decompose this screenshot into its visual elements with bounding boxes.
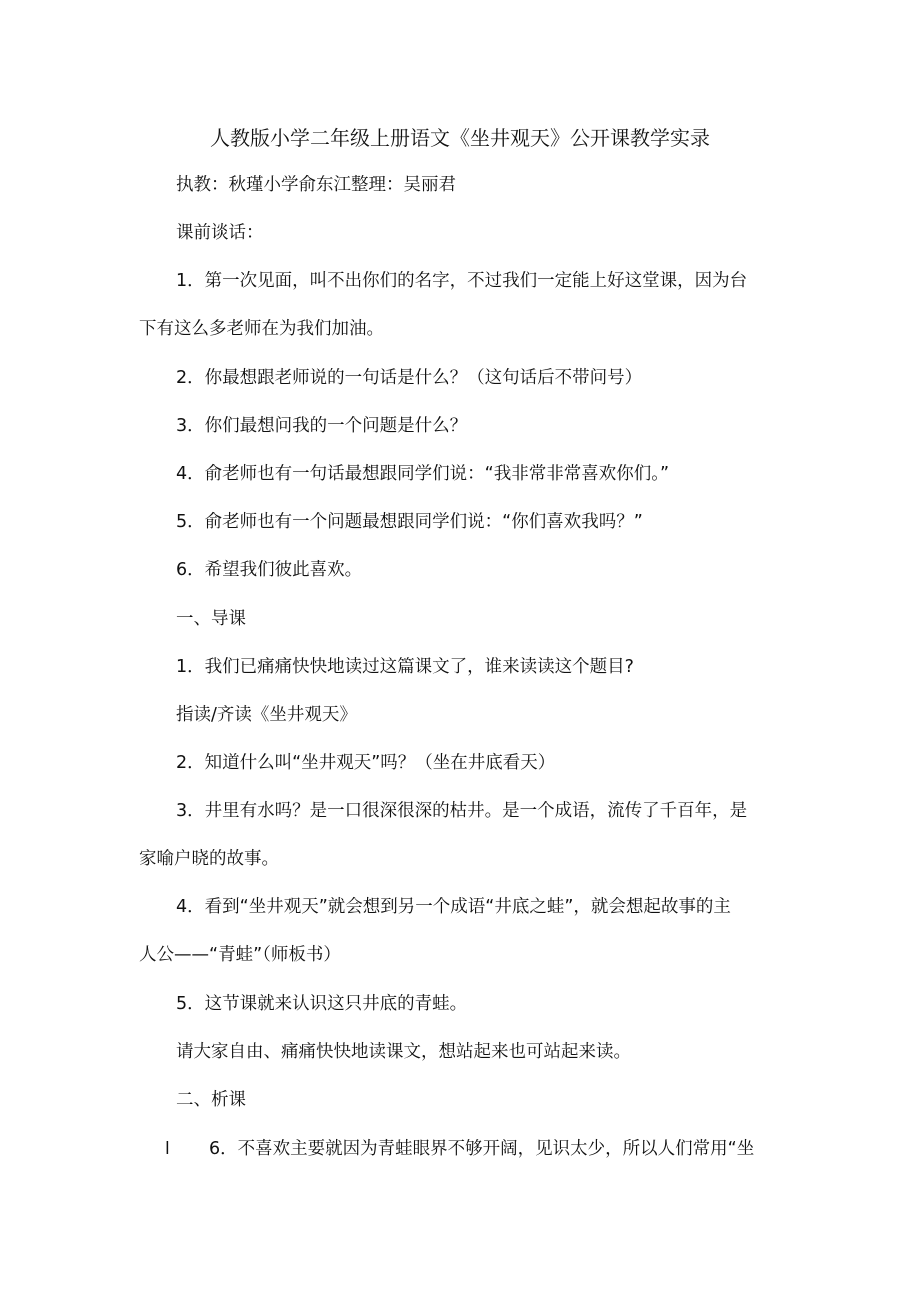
- section1-heading: 一、导课: [176, 609, 246, 629]
- section1-item-2: 2．知道什么叫“坐井观天”吗？（坐在井底看天）: [176, 753, 556, 773]
- section1-item-1: 1．我们已痛痛快快地读过这篇课文了，谁来读读这个题目?: [176, 657, 634, 677]
- pre-class-item-2: 2．你最想跟老师说的一句话是什么？（这句话后不带问号）: [176, 368, 643, 388]
- section1-item-instruction: 请大家自由、痛痛快快地读课文，想站起来也可站起来读。: [176, 1042, 631, 1062]
- pre-class-item-1-line1: 1．第一次见面，叫不出你们的名字，不过我们一定能上好这堂课，因为台: [176, 271, 748, 291]
- section1-item-4-line2: 人公——“青蛙”（师板书）: [139, 945, 341, 965]
- pre-class-item-6: 6．希望我们彼此喜欢。: [176, 560, 363, 580]
- pre-class-heading: 课前谈话：: [176, 223, 264, 243]
- pre-class-item-4: 4．俞老师也有一句话最想跟同学们说：“我非常非常喜欢你们。”: [176, 464, 670, 484]
- section1-item-reading: 指读/齐读《坐井观天》: [176, 705, 357, 725]
- pre-class-item-1-line2: 下有这么多老师在为我们加油。: [139, 319, 384, 339]
- section2-heading: 二、析课: [176, 1090, 246, 1110]
- byline: 执教：秋瑾小学俞东江整理：吴丽君: [176, 175, 456, 195]
- document-title: 人教版小学二年级上册语文《坐井观天》公开课教学实录: [210, 126, 710, 150]
- pre-class-item-3: 3．你们最想问我的一个问题是什么？: [176, 416, 468, 436]
- section1-item-3-line2: 家喻户晓的故事。: [139, 849, 279, 869]
- section1-item-3-line1: 3．井里有水吗？是一口很深很深的枯井。是一个成语，流传了千百年，是: [176, 801, 748, 821]
- pre-class-item-5: 5．俞老师也有一个问题最想跟同学们说：“你们喜欢我吗？”: [176, 512, 643, 532]
- section2-item-6: 6．不喜欢主要就因为青蛙眼界不够开阔，见识太少，所以人们常用“坐: [209, 1139, 755, 1159]
- list-marker: l: [165, 1139, 170, 1159]
- section1-item-5: 5．这节课就来认识这只井底的青蛙。: [176, 994, 468, 1014]
- section1-item-4-line1: 4．看到“坐井观天”就会想到另一个成语“井底之蛙”，就会想起故事的主: [176, 897, 731, 917]
